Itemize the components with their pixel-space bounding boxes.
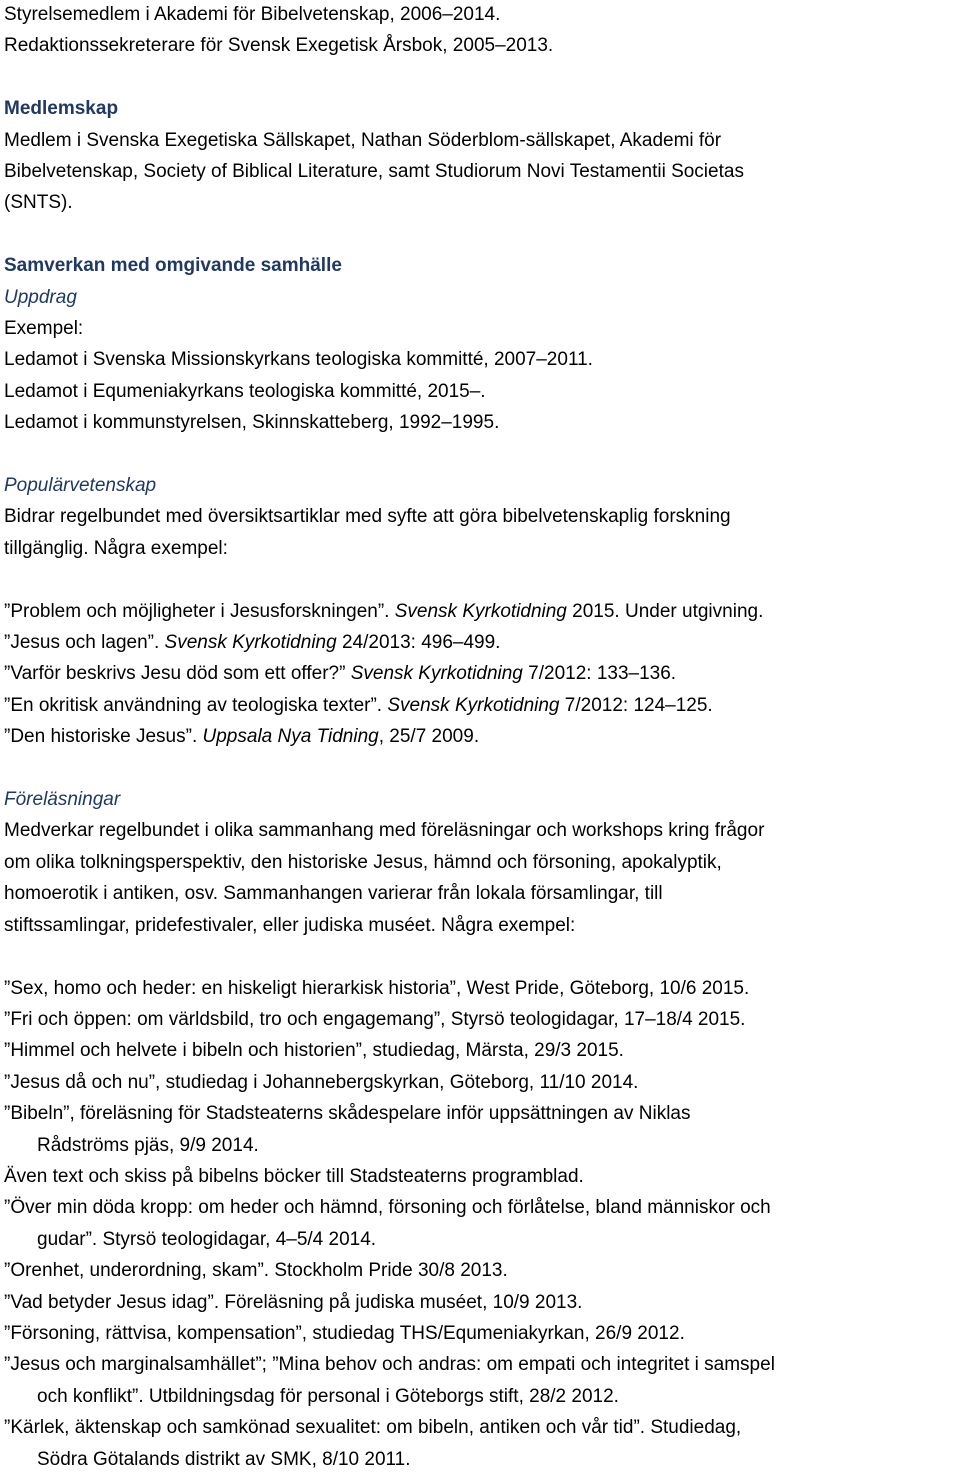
paragraph-line: Bibelvetenskap, Society of Biblical Literature, samt Studiorum Novi Testamentii Societas xyxy=(4,161,744,183)
list-item: ”Jesus och lagen”. Svensk Kyrkotidning 24/2013: 496–499. xyxy=(4,632,501,654)
paragraph-line: Medverkar regelbundet i olika sammanhang med föreläsningar och workshops kring frågor xyxy=(4,820,765,842)
list-item: ”Sex, homo och heder: en hiskeligt hierarkisk historia”, West Pride, Göteborg, 10/6 2015. xyxy=(4,977,750,999)
list-item-continuation: Södra Götalands distrikt av SMK, 8/10 2011. xyxy=(37,1448,411,1470)
list-item: Ledamot i Svenska Missionskyrkans teologiska kommitté, 2007–2011. xyxy=(4,349,593,371)
list-item: ”Över min döda kropp: om heder och hämnd, försoning och förlåtelse, bland människor och xyxy=(4,1197,771,1219)
list-item-continuation: gudar”. Styrsö teologidagar, 4–5/4 2014. xyxy=(37,1228,377,1250)
paragraph-line: (SNTS). xyxy=(4,192,73,214)
list-item: ”Problem och möjligheter i Jesusforskningen”. Svensk Kyrkotidning 2015. Under utgivning. xyxy=(4,600,764,622)
subheading-popularvetenskap: Populärvetenskap xyxy=(4,475,157,497)
list-item-continuation: och konflikt”. Utbildningsdag för personal i Göteborgs stift, 28/2 2012. xyxy=(37,1385,619,1407)
intro-line: Styrelsemedlem i Akademi för Bibelvetenskap, 2006–2014. xyxy=(4,4,501,25)
paragraph-line: om olika tolkningsperspektiv, den historiske Jesus, hämnd och försoning, apokalyptik, xyxy=(4,851,722,873)
paragraph-line: stiftssamlingar, pridefestivaler, eller judiska muséet. Några exempel: xyxy=(4,914,576,936)
list-item: ”Jesus och marginalsamhället”; ”Mina behov och andras: om empati och integritet i samspel xyxy=(4,1354,775,1376)
section-heading-medlemskap: Medlemskap xyxy=(4,98,119,120)
list-item: ”Vad betyder Jesus idag”. Föreläsning på judiska muséet, 10/9 2013. xyxy=(4,1291,583,1313)
list-item: ”Den historiske Jesus”. Uppsala Nya Tidning, 25/7 2009. xyxy=(4,726,480,748)
list-item: ”Bibeln”, föreläsning för Stadsteaterns skådespelare inför uppsättningen av Niklas xyxy=(4,1103,691,1125)
label-exempel: Exempel: xyxy=(4,318,84,340)
list-item: Även text och skiss på bibelns böcker till Stadsteaterns programblad. xyxy=(4,1165,584,1187)
list-item: ”Orenhet, underordning, skam”. Stockholm Pride 30/8 2013. xyxy=(4,1260,508,1282)
intro-line: Redaktionssekreterare för Svensk Exegetisk Årsbok, 2005–2013. xyxy=(4,35,554,57)
list-item: Ledamot i kommunstyrelsen, Skinnskatteberg, 1992–1995. xyxy=(4,412,500,434)
list-item: ”Jesus då och nu”, studiedag i Johannebergskyrkan, Göteborg, 11/10 2014. xyxy=(4,1071,639,1093)
list-item-continuation: Rådströms pjäs, 9/9 2014. xyxy=(37,1134,259,1156)
list-item: ”Kärlek, äktenskap och samkönad sexualitet: om bibeln, antiken och vår tid”. Studiedag, xyxy=(4,1417,742,1439)
list-item: ”Himmel och helvete i bibeln och historien”, studiedag, Märsta, 29/3 2015. xyxy=(4,1040,624,1062)
list-item: ”En okritisk användning av teologiska texter”. Svensk Kyrkotidning 7/2012: 124–125. xyxy=(4,694,713,716)
list-item: ”Fri och öppen: om världsbild, tro och engagemang”, Styrsö teologidagar, 17–18/4 2015. xyxy=(4,1008,746,1030)
paragraph-line: Bidrar regelbundet med översiktsartiklar med syfte att göra bibelvetenskaplig forskning xyxy=(4,506,731,528)
paragraph-line: Medlem i Svenska Exegetiska Sällskapet, Nathan Söderblom-sällskapet, Akademi för xyxy=(4,129,722,151)
list-item: Ledamot i Equmeniakyrkans teologiska kommitté, 2015–. xyxy=(4,380,486,402)
section-heading-samverkan: Samverkan med omgivande samhälle xyxy=(4,255,342,277)
paragraph-line: homoerotik i antiken, osv. Sammanhangen varierar från lokala församlingar, till xyxy=(4,883,663,905)
subheading-uppdrag: Uppdrag xyxy=(4,286,77,308)
subheading-forelasningar: Föreläsningar xyxy=(4,789,121,811)
list-item: ”Försoning, rättvisa, kompensation”, studiedag THS/Equmeniakyrkan, 26/9 2012. xyxy=(4,1322,685,1344)
list-item: ”Varför beskrivs Jesu död som ett offer?” Svensk Kyrkotidning 7/2012: 133–136. xyxy=(4,663,677,685)
paragraph-line: tillgänglig. Några exempel: xyxy=(4,537,228,559)
